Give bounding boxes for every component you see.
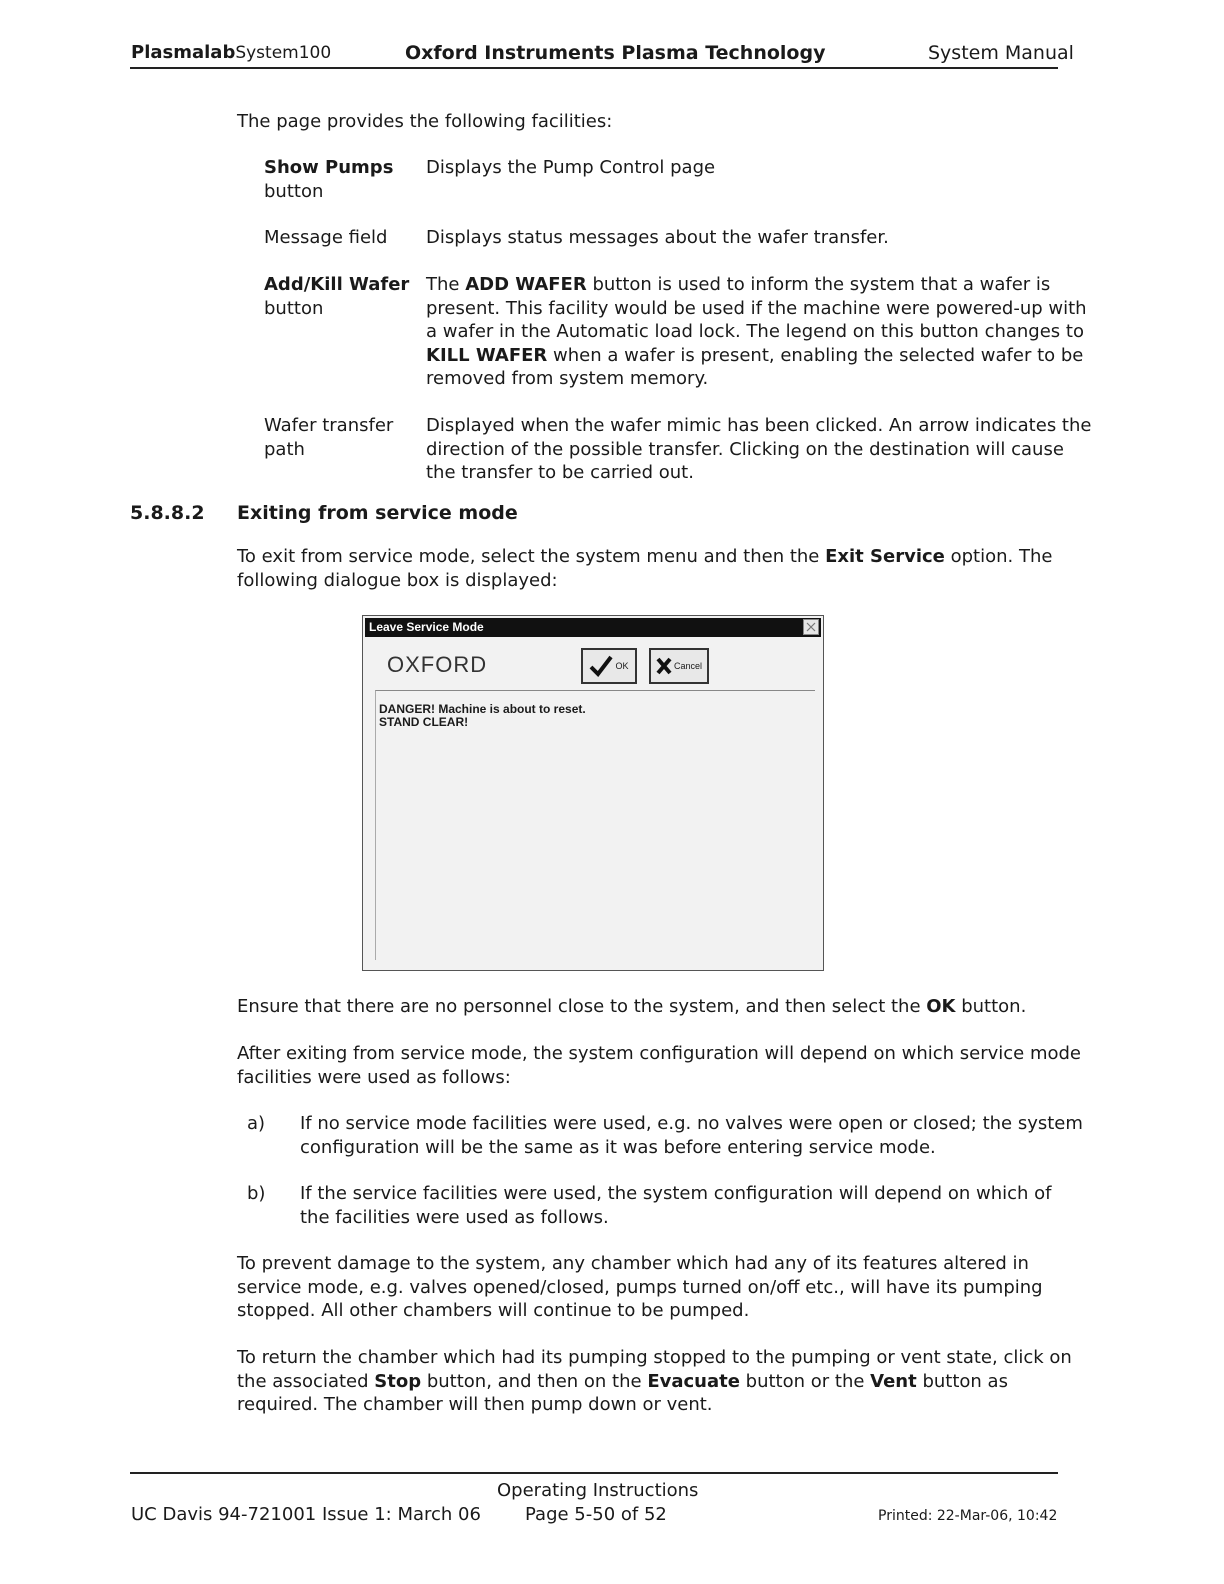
exit-paragraph: To exit from service mode, select the system menu and then the Exit Service option. The following dialogue box is displayed: xyxy=(237,546,1053,591)
facility-term-show-pumps: Show Pumps button xyxy=(264,157,394,202)
facility-term-message-field: Message field xyxy=(264,227,388,248)
message-line-1: DANGER! Machine is about to reset. xyxy=(379,702,586,716)
after-paragraph: After exiting from service mode, the system configuration will depend on which service mode facilities were used as follows: xyxy=(237,1043,1081,1088)
product-name-bold: Plasmalab xyxy=(131,42,236,63)
cross-icon xyxy=(656,657,672,675)
product-name-light: System100 xyxy=(235,43,332,63)
facility-desc-wafer-transfer: Displayed when the wafer mimic has been clicked. An arrow indicates the direction of the possible transfer. Clicking on the destination will cause the transfer to be carried out. xyxy=(426,415,1092,483)
facility-term-wafer-transfer: Wafer transfer path xyxy=(264,415,394,460)
close-icon[interactable] xyxy=(803,619,819,635)
message-line-2: STAND CLEAR! xyxy=(379,715,469,729)
intro-text: The page provides the following facilities: xyxy=(237,111,613,132)
header-rule xyxy=(130,67,1058,69)
list-marker-a: a) xyxy=(247,1113,266,1134)
cancel-button[interactable]: Cancel xyxy=(649,648,709,684)
oxford-logo: OXFORD xyxy=(387,652,488,677)
dialog-title: Leave Service Mode xyxy=(369,620,484,634)
prevent-paragraph: To prevent damage to the system, any chamber which had any of its features altered in service mode, e.g. valves opened/closed, pumps turned on/off etc., will have its pumping stopped. All other chambers will continue to be pumped. xyxy=(237,1253,1043,1321)
return-paragraph: To return the chamber which had its pumping stopped to the pumping or vent state, click on the associated Stop button, and then on the Evacuate button or the Vent button as required. The chamber will then pump down or vent. xyxy=(237,1347,1072,1415)
header-company: Oxford Instruments Plasma Technology xyxy=(405,42,826,64)
facility-desc-show-pumps: Displays the Pump Control page xyxy=(426,157,716,178)
footer-doc-ref: UC Davis 94-721001 Issue 1: March 06 xyxy=(131,1504,481,1525)
header-product xyxy=(131,42,331,63)
footer-printed-date: Printed: 22-Mar-06, 10:42 xyxy=(878,1508,1058,1524)
section-number: 5.8.8.2 xyxy=(130,502,205,524)
list-marker-b: b) xyxy=(247,1183,266,1204)
dialog-message-field xyxy=(375,690,815,960)
ok-button[interactable]: OK xyxy=(581,648,637,684)
footer-section-name: Operating Instructions xyxy=(497,1480,699,1501)
list-item-a: If no service mode facilities were used, e.g. no valves were open or closed; the system configuration will be the same as it was before entering service mode. xyxy=(300,1113,1083,1158)
facility-desc-add-kill-wafer: The ADD WAFER button is used to inform the system that a wafer is present. This facility would be used if the machine were powered-up with a wafer in the Automatic load lock. The legend on this button changes to KILL WAFER when a wafer is present, enabling the selected wafer to be removed from system memory. xyxy=(426,274,1087,389)
checkmark-icon xyxy=(589,655,613,677)
facility-desc-message-field: Displays status messages about the wafer transfer. xyxy=(426,227,889,248)
footer-rule xyxy=(130,1472,1058,1474)
ensure-paragraph: Ensure that there are no personnel close to the system, and then select the OK button. xyxy=(237,996,1027,1017)
header-manual: System Manual xyxy=(928,42,1074,64)
leave-service-mode-dialog xyxy=(362,615,824,971)
dialog-title-bar xyxy=(365,618,821,637)
facility-term-add-kill-wafer: Add/Kill Wafer button xyxy=(264,274,410,319)
footer-page-number: Page 5-50 of 52 xyxy=(525,1504,667,1525)
section-title: Exiting from service mode xyxy=(237,502,518,524)
list-item-b: If the service facilities were used, the system configuration will depend on which of the facilities were used as follows. xyxy=(300,1183,1052,1228)
